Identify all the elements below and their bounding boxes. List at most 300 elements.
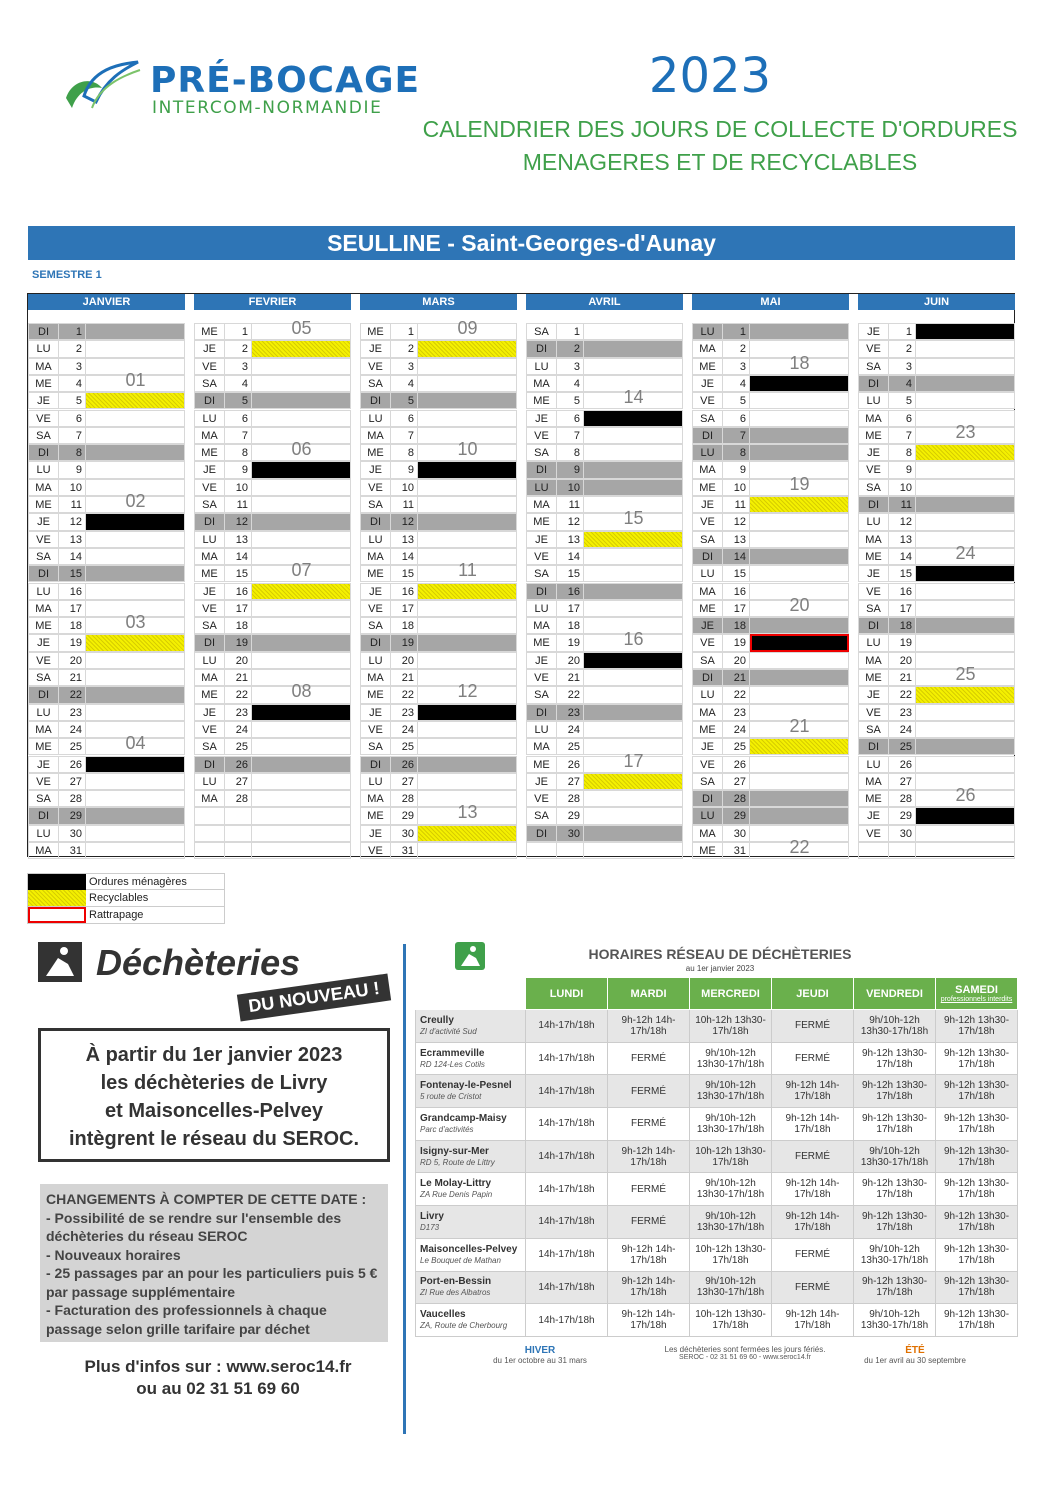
collect-cell	[584, 807, 683, 824]
day-number: 6	[391, 410, 418, 427]
collect-cell	[418, 756, 517, 773]
day-name: SA	[28, 790, 59, 807]
day-name: VE	[28, 773, 59, 790]
day-number: 28	[557, 790, 584, 807]
day-number: 29	[889, 807, 916, 824]
day-name: VE	[360, 842, 391, 859]
week-number: 06	[291, 439, 312, 460]
hours-cell: FERMÉ	[608, 1042, 690, 1075]
day-row	[194, 807, 351, 824]
day-number: 9	[723, 461, 750, 478]
week-number: 17	[623, 750, 644, 771]
day-number: 13	[557, 531, 584, 548]
site-name: Creully	[420, 1014, 454, 1026]
collect-cell	[584, 358, 683, 375]
day-row	[692, 427, 849, 444]
day-name: DI	[858, 375, 889, 392]
hours-cell: 9h/10h-12h 13h30-17h/18h	[690, 1173, 772, 1206]
day-header	[936, 978, 1018, 1010]
day-name: VE	[28, 652, 59, 669]
legend-swatch-black	[28, 874, 86, 890]
hours-cell: 10h-12h 13h30-17h/18h	[690, 1304, 772, 1337]
week-number: 18	[789, 352, 810, 373]
day-name: VE	[360, 358, 391, 375]
legend-row	[27, 907, 225, 924]
collect-cell	[750, 807, 849, 824]
day-row	[28, 427, 185, 444]
hours-cell: 9h-12h 14h-17h/18h	[772, 1108, 854, 1141]
day-name: DI	[692, 427, 723, 444]
day-name: ME	[194, 323, 225, 340]
day-name: MA	[194, 427, 225, 444]
day-number: 26	[225, 756, 252, 773]
collect-cell	[916, 704, 1015, 721]
day-number: 3	[225, 358, 252, 375]
day-number: 3	[391, 358, 418, 375]
hours-cell: 14h-17h/18h	[526, 1173, 608, 1206]
collect-cell	[916, 583, 1015, 600]
day-row	[360, 617, 517, 634]
hours-cell: 9h-12h 13h30-17h/18h	[854, 1271, 936, 1304]
day-name: VE	[360, 600, 391, 617]
collect-cell	[750, 634, 849, 651]
day-number: 3	[889, 358, 916, 375]
day-row	[28, 392, 185, 409]
day-number: 16	[391, 583, 418, 600]
day-row	[858, 600, 1015, 617]
collect-cell	[750, 565, 849, 582]
announcement-line2: les déchèteries de Livry	[100, 1072, 328, 1094]
day-number: 9	[557, 461, 584, 478]
day-name: SA	[526, 807, 557, 824]
collect-cell	[916, 461, 1015, 478]
day-number: 29	[557, 807, 584, 824]
day-row	[858, 323, 1015, 340]
day-row	[360, 392, 517, 409]
changes-item: - 25 passages par an pour les particuliers puis 5 € par passage supplémentaire	[46, 1265, 378, 1300]
day-row	[28, 513, 185, 530]
day-number: 26	[391, 756, 418, 773]
week-number: 25	[955, 664, 976, 684]
collect-cell	[252, 721, 351, 738]
table-row	[416, 1010, 1018, 1043]
legend-row	[27, 890, 225, 907]
legend	[27, 873, 225, 924]
day-name: ME	[692, 358, 723, 375]
hours-cell: 14h-17h/18h	[526, 1075, 608, 1108]
week-number: 08	[291, 681, 312, 702]
day-number: 22	[225, 686, 252, 703]
collect-cell	[916, 444, 1015, 461]
day-name: JE	[28, 634, 59, 651]
day-name: JE	[526, 531, 557, 548]
hours-cell: 9h-12h 13h30-17h/18h	[936, 1173, 1018, 1206]
day-row	[360, 652, 517, 669]
day-row	[194, 704, 351, 721]
day-row	[194, 358, 351, 375]
hours-cell: 10h-12h 13h30-17h/18h	[690, 1140, 772, 1173]
day-row	[194, 756, 351, 773]
collect-cell	[750, 686, 849, 703]
day-row	[858, 807, 1015, 824]
collect-cell	[750, 427, 849, 444]
day-name: VE	[858, 340, 889, 357]
day-row	[28, 669, 185, 686]
day-row	[194, 652, 351, 669]
announcement-box	[38, 1028, 390, 1162]
day-name: LU	[692, 323, 723, 340]
day-name: ME	[526, 634, 557, 651]
day-row	[526, 790, 683, 807]
day-number: 10	[889, 479, 916, 496]
day-row	[858, 721, 1015, 738]
collect-cell	[584, 340, 683, 357]
collect-cell	[750, 669, 849, 686]
day-row	[526, 323, 683, 340]
collect-cell	[584, 669, 683, 686]
day-name: SA	[692, 652, 723, 669]
day-number: 7	[225, 427, 252, 444]
day-header	[854, 978, 936, 1010]
day-number: 26	[557, 756, 584, 773]
day-row	[360, 479, 517, 496]
day-name: DI	[28, 686, 59, 703]
day-row	[360, 773, 517, 790]
day-name: DI	[194, 756, 225, 773]
day-number: 14	[889, 548, 916, 565]
day-name: MA	[692, 583, 723, 600]
day-number: 30	[59, 825, 86, 842]
day-number: 13	[225, 531, 252, 548]
day-name: LU	[526, 721, 557, 738]
day-row	[360, 531, 517, 548]
feries-note: Les déchèteries sont fermées les jours fériés.	[664, 1345, 826, 1354]
day-name: ME	[28, 617, 59, 634]
day-number: 4	[723, 375, 750, 392]
day-number: 14	[557, 548, 584, 565]
day-number: 24	[889, 721, 916, 738]
day-number: 20	[59, 652, 86, 669]
day-number: 11	[889, 496, 916, 513]
day-number: 12	[723, 513, 750, 530]
day-row	[360, 842, 517, 859]
samedi-note: professionnels interdits	[940, 996, 1013, 1003]
collect-cell	[252, 738, 351, 755]
collect-cell	[584, 825, 683, 842]
collect-cell	[916, 756, 1015, 773]
day-name: JE	[858, 565, 889, 582]
collect-cell	[750, 756, 849, 773]
site-cell	[416, 1271, 526, 1304]
day-number: 4	[391, 375, 418, 392]
day-number: 21	[391, 669, 418, 686]
info-website[interactable]: Plus d'infos sur : www.seroc14.fr	[84, 1357, 352, 1376]
hours-cell: 14h-17h/18h	[526, 1206, 608, 1239]
collect-cell	[86, 773, 185, 790]
info-phone: ou au 02 31 51 69 60	[136, 1379, 300, 1398]
day-row	[360, 583, 517, 600]
day-row	[526, 358, 683, 375]
day-name: JE	[692, 738, 723, 755]
day-number: 9	[59, 461, 86, 478]
day-name: ME	[692, 721, 723, 738]
day-name	[194, 842, 225, 859]
collect-cell	[916, 496, 1015, 513]
hours-cell: 9h-12h 14h-17h/18h	[772, 1304, 854, 1337]
day-name: JE	[28, 756, 59, 773]
month-column	[28, 294, 185, 856]
day-number: 9	[225, 461, 252, 478]
day-number	[225, 807, 252, 824]
day-name: VE	[526, 790, 557, 807]
collect-cell	[418, 392, 517, 409]
collect-cell	[252, 773, 351, 790]
collect-cell	[584, 323, 683, 340]
day-number: 4	[225, 375, 252, 392]
day-row	[28, 583, 185, 600]
collect-cell	[86, 323, 185, 340]
day-number: 1	[59, 323, 86, 340]
hours-cell: 9h-12h 14h-17h/18h	[772, 1075, 854, 1108]
day-row	[360, 825, 517, 842]
week-number: 10	[457, 439, 478, 460]
day-name: DI	[692, 548, 723, 565]
collect-cell	[418, 600, 517, 617]
day-name: MA	[360, 790, 391, 807]
day-number: 21	[889, 669, 916, 686]
day-name: DI	[194, 634, 225, 651]
day-number: 29	[723, 807, 750, 824]
hours-cell: 10h-12h 13h30-17h/18h	[690, 1238, 772, 1271]
day-number: 27	[557, 773, 584, 790]
collect-cell	[86, 513, 185, 530]
day-row	[858, 756, 1015, 773]
day-row	[526, 410, 683, 427]
collect-cell	[252, 479, 351, 496]
day-number: 15	[889, 565, 916, 582]
day-row	[194, 375, 351, 392]
day-name: VE	[858, 583, 889, 600]
site-name: Maisoncelles-Pelvey	[420, 1243, 518, 1255]
day-row	[692, 375, 849, 392]
day-row	[360, 461, 517, 478]
hours-cell: 14h-17h/18h	[526, 1042, 608, 1075]
day-header-label: MERCREDI	[701, 987, 760, 1000]
hours-cell: FERMÉ	[608, 1075, 690, 1108]
day-name: DI	[526, 825, 557, 842]
day-name: SA	[692, 531, 723, 548]
day-number: 28	[889, 790, 916, 807]
day-number: 11	[723, 496, 750, 513]
collect-cell	[916, 842, 1015, 859]
hiver-label: HIVER	[524, 1345, 556, 1356]
site-cell	[416, 1173, 526, 1206]
day-number: 19	[889, 634, 916, 651]
day-name: DI	[692, 790, 723, 807]
day-row	[526, 704, 683, 721]
hours-cell: FERMÉ	[772, 1010, 854, 1043]
collect-cell	[916, 340, 1015, 357]
day-name: DI	[28, 807, 59, 824]
day-row	[194, 410, 351, 427]
day-number: 6	[557, 410, 584, 427]
day-name: SA	[360, 617, 391, 634]
collect-cell	[750, 652, 849, 669]
day-header-label: SAMEDI	[955, 984, 998, 996]
day-row	[526, 427, 683, 444]
collect-cell	[584, 652, 683, 669]
day-name: LU	[28, 461, 59, 478]
day-row	[194, 496, 351, 513]
day-row	[858, 461, 1015, 478]
day-row	[692, 669, 849, 686]
day-name: ME	[526, 756, 557, 773]
day-name: JE	[360, 825, 391, 842]
day-name: LU	[692, 807, 723, 824]
day-number: 2	[225, 340, 252, 357]
day-number: 5	[723, 392, 750, 409]
day-name: DI	[28, 444, 59, 461]
day-name: JE	[194, 583, 225, 600]
week-number: 20	[789, 594, 810, 615]
day-number: 1	[391, 323, 418, 340]
day-row	[360, 704, 517, 721]
day-name: DI	[526, 461, 557, 478]
day-name: SA	[360, 496, 391, 513]
collect-cell	[418, 738, 517, 755]
day-name: LU	[28, 583, 59, 600]
collect-cell	[86, 842, 185, 859]
day-row	[526, 652, 683, 669]
day-row	[360, 375, 517, 392]
day-header-label: VENDREDI	[866, 987, 923, 1000]
table-row	[416, 1238, 1018, 1271]
site-name: Vaucelles	[420, 1309, 466, 1321]
day-number: 2	[391, 340, 418, 357]
day-number: 22	[723, 686, 750, 703]
hours-cell: FERMÉ	[608, 1108, 690, 1141]
day-name: LU	[28, 704, 59, 721]
day-number: 11	[225, 496, 252, 513]
day-row	[28, 634, 185, 651]
collect-cell	[418, 479, 517, 496]
day-number: 9	[889, 461, 916, 478]
hours-cell: 9h-12h 13h30-17h/18h	[936, 1271, 1018, 1304]
day-number: 8	[557, 444, 584, 461]
day-name: MA	[360, 669, 391, 686]
site-address: RD 124-Les Cotils	[420, 1059, 485, 1069]
day-row	[858, 340, 1015, 357]
collect-cell	[750, 773, 849, 790]
day-number: 14	[59, 548, 86, 565]
day-name: VE	[692, 392, 723, 409]
day-name: SA	[526, 565, 557, 582]
site-address: ZI d'activité Sud	[420, 1026, 477, 1036]
day-row	[28, 340, 185, 357]
week-number: 02	[125, 491, 146, 511]
week-number: 14	[623, 387, 644, 408]
day-row	[526, 807, 683, 824]
day-name: SA	[360, 738, 391, 755]
day-number: 25	[225, 738, 252, 755]
day-number: 11	[391, 496, 418, 513]
day-number: 5	[557, 392, 584, 409]
day-row	[526, 773, 683, 790]
collect-cell	[418, 652, 517, 669]
day-number: 10	[59, 479, 86, 496]
day-row	[526, 340, 683, 357]
collect-cell	[86, 392, 185, 409]
site-cell	[416, 1304, 526, 1337]
day-row	[692, 444, 849, 461]
hours-cell: 9h-12h 13h30-17h/18h	[936, 1304, 1018, 1337]
site-cell	[416, 1010, 526, 1043]
day-name: MA	[28, 721, 59, 738]
day-name: ME	[858, 790, 889, 807]
day-number: 28	[225, 790, 252, 807]
day-number: 26	[59, 756, 86, 773]
hours-cell: 14h-17h/18h	[526, 1238, 608, 1271]
day-name: LU	[692, 686, 723, 703]
collect-cell	[86, 427, 185, 444]
hours-cell: 9h-12h 14h-17h/18h	[772, 1206, 854, 1239]
day-name: ME	[858, 548, 889, 565]
hours-cell: 9h-12h 13h30-17h/18h	[936, 1140, 1018, 1173]
hours-cell: 14h-17h/18h	[526, 1108, 608, 1141]
day-row	[194, 600, 351, 617]
collect-cell	[916, 686, 1015, 703]
day-row	[526, 479, 683, 496]
day-number: 19	[59, 634, 86, 651]
day-name: JE	[526, 652, 557, 669]
day-row	[526, 842, 683, 859]
day-name: VE	[526, 427, 557, 444]
day-name: MA	[692, 340, 723, 357]
collect-cell	[750, 392, 849, 409]
day-name: ME	[692, 479, 723, 496]
title-line2: MENAGERES ET DE RECYCLABLES	[522, 149, 918, 175]
collect-cell	[750, 375, 849, 392]
day-number: 18	[391, 617, 418, 634]
day-row	[692, 323, 849, 340]
day-number: 18	[225, 617, 252, 634]
collect-cell	[584, 773, 683, 790]
day-name: LU	[858, 756, 889, 773]
day-number: 15	[59, 565, 86, 582]
day-number: 23	[59, 704, 86, 721]
collect-cell	[418, 583, 517, 600]
day-row	[692, 738, 849, 755]
announcement-line4: intègrent le réseau du SEROC.	[68, 1128, 360, 1150]
site-name: Ecrammeville	[420, 1047, 485, 1059]
day-number: 20	[889, 652, 916, 669]
day-name: MA	[692, 825, 723, 842]
day-row	[360, 513, 517, 530]
day-name: VE	[858, 461, 889, 478]
day-row	[526, 444, 683, 461]
legend-label: Recyclables	[89, 892, 149, 904]
day-row	[692, 686, 849, 703]
collect-cell	[252, 375, 351, 392]
hours-cell: 9h-12h 13h30-17h/18h	[936, 1108, 1018, 1141]
day-number: 13	[391, 531, 418, 548]
day-name: DI	[194, 513, 225, 530]
day-number	[225, 842, 252, 859]
table-row	[416, 1140, 1018, 1173]
day-name: LU	[526, 358, 557, 375]
day-number: 28	[391, 790, 418, 807]
day-number: 25	[59, 738, 86, 755]
